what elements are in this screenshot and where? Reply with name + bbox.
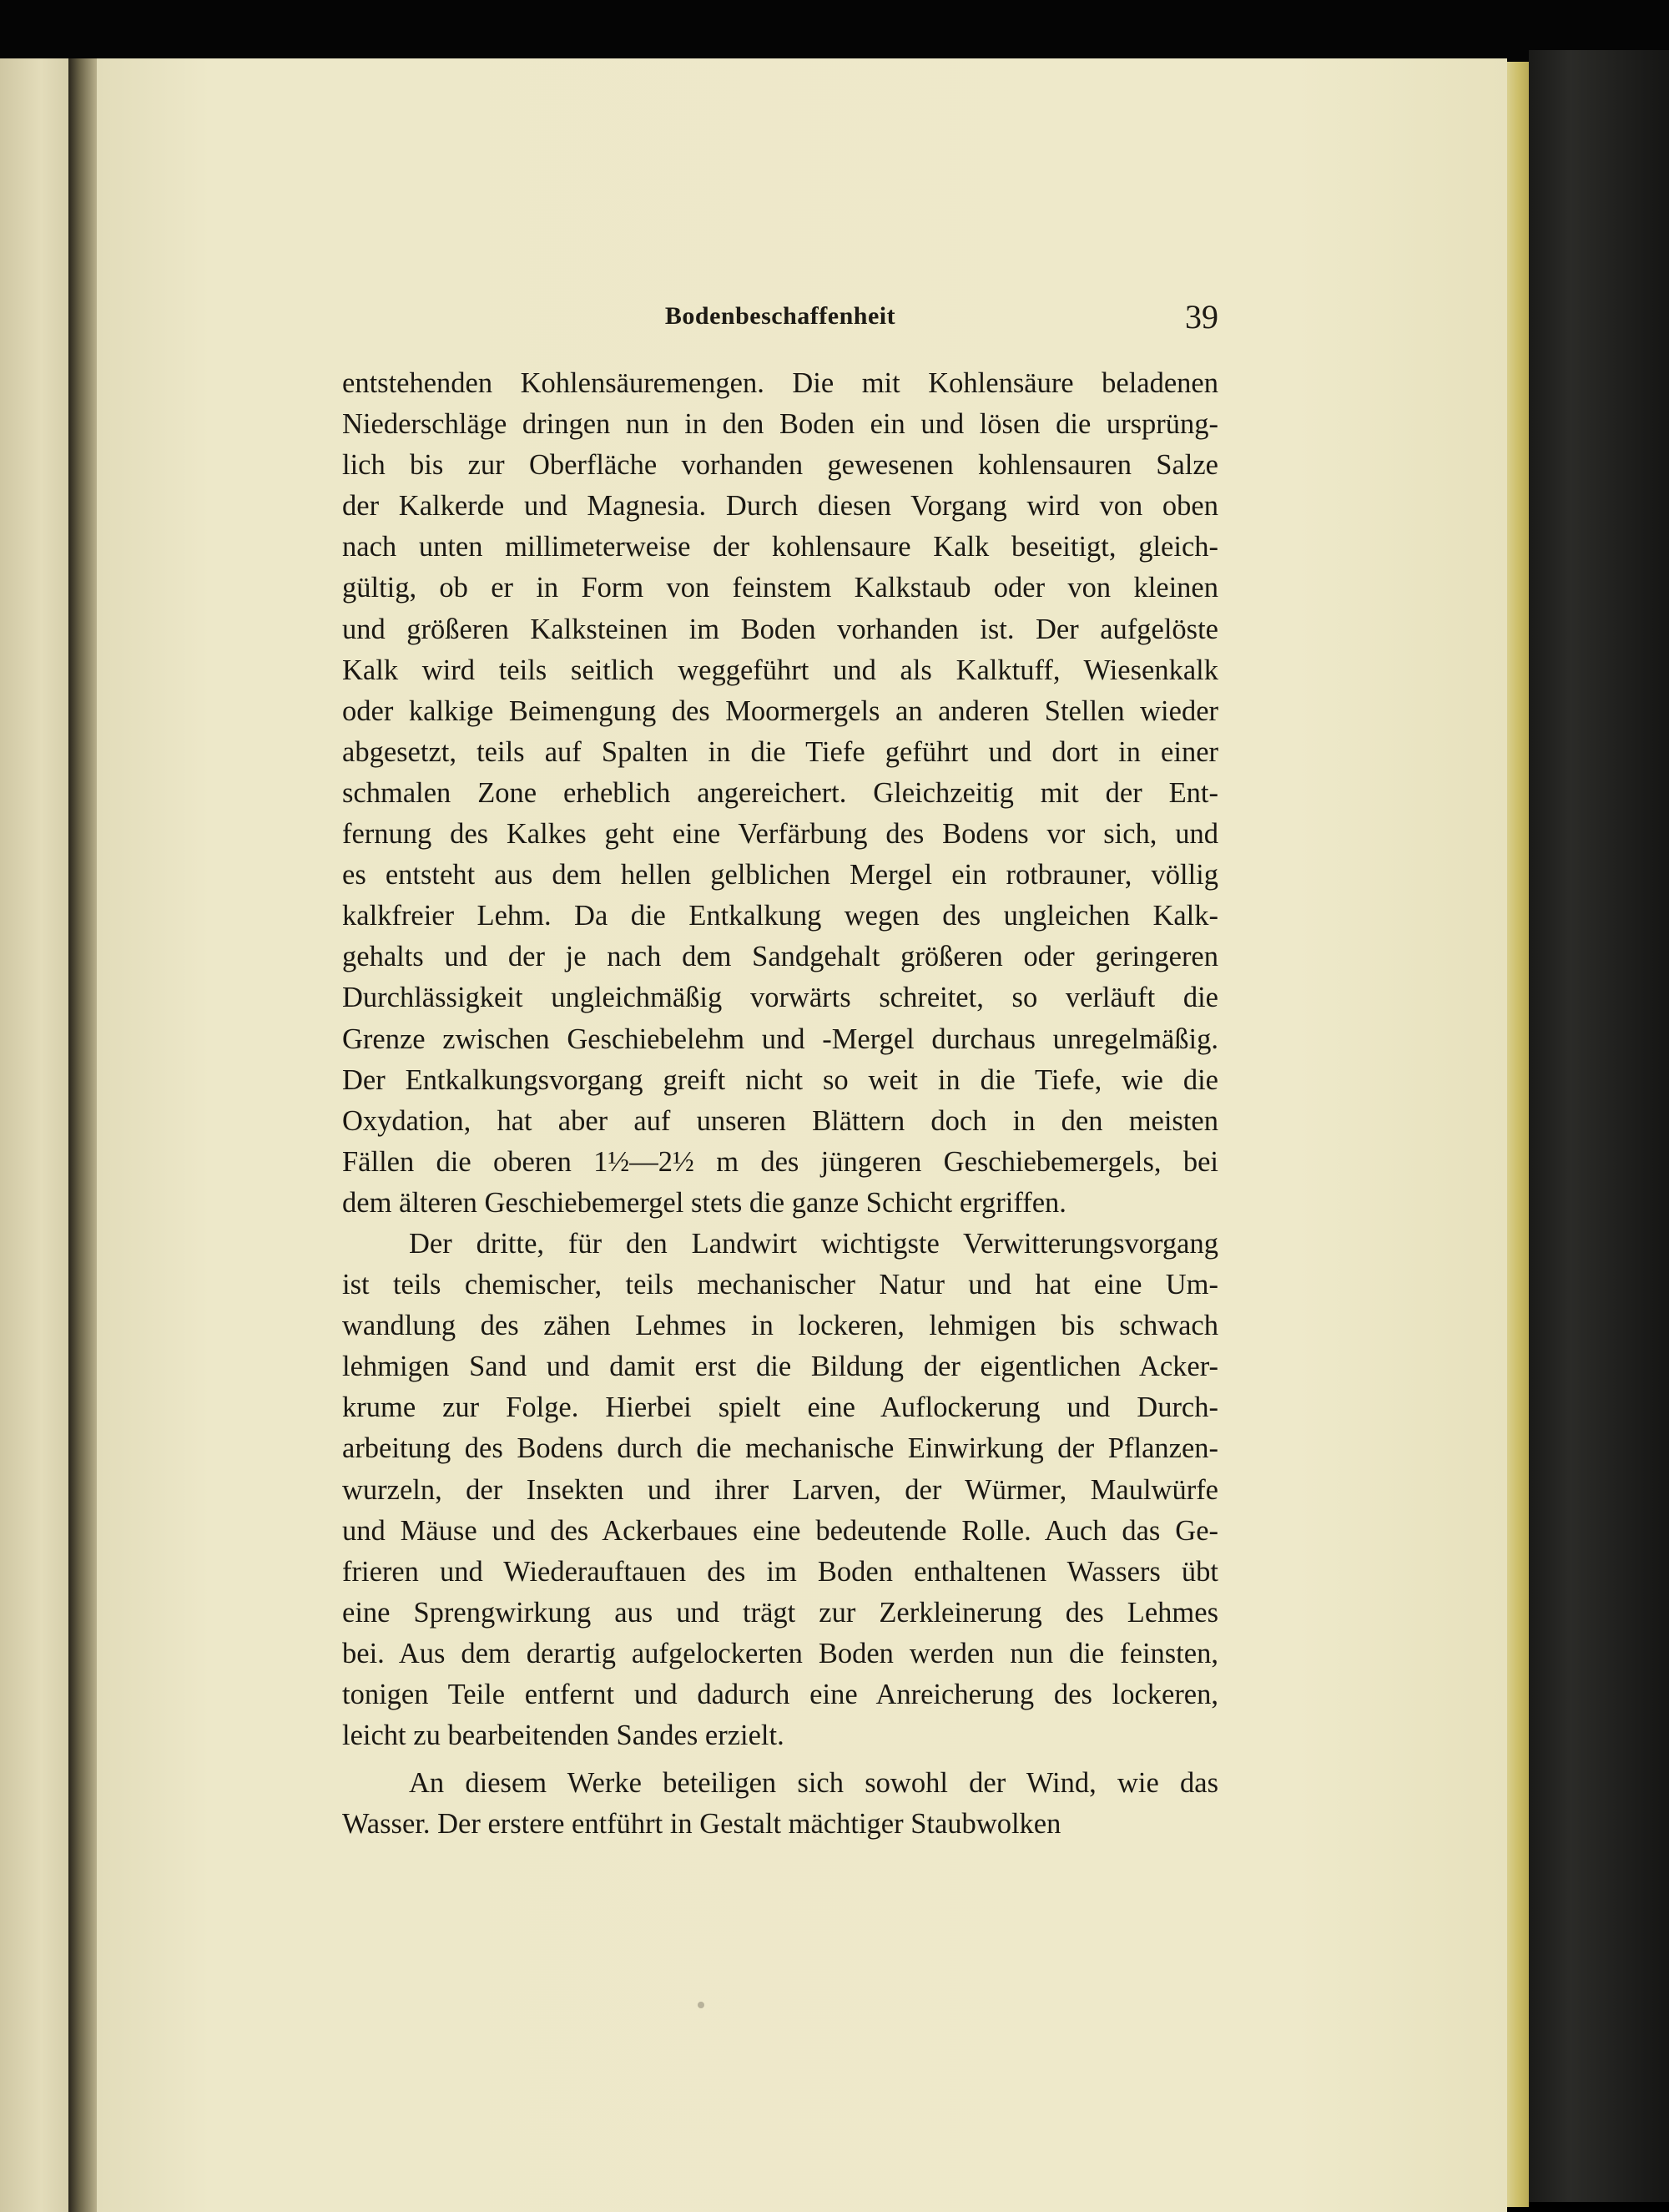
text-line: nach unten millimeterweise der kohlensaure Kalk beseitigt, gleich- (342, 531, 1218, 563)
text-line: und größeren Kalksteinen im Boden vorhanden ist. Der aufgelöste (342, 613, 1218, 645)
text-line: Durchlässigkeit ungleichmäßig vorwärts schreitet, so verläuft die (342, 982, 1218, 1014)
text-line: frieren und Wiederauftauen des im Boden enthaltenen Wassers übt (342, 1555, 1218, 1588)
text-line: tonigen Teile entfernt und dadurch eine Anreicherung des lockeren, (342, 1679, 1218, 1710)
text-line: Wasser. Der erstere entführt in Gestalt mächtiger Staubwolken (342, 1808, 1061, 1841)
text-line: es entsteht aus dem hellen gelblichen Mergel ein rotbrauner, völlig (342, 859, 1218, 891)
text-line: wandlung des zähen Lehmes in lockeren, lehmigen bis schwach (342, 1310, 1218, 1342)
text-line: oder kalkige Beimengung des Moormergels an anderen Stellen wieder (342, 694, 1218, 727)
paragraph (342, 1224, 1218, 1756)
text-line: arbeitung des Bodens durch die mechanische Einwirkung der Pflanzen- (342, 1432, 1218, 1465)
text-line: Der Entkalkungsvorgang greift nicht so weit in die Tiefe, wie die (342, 1063, 1218, 1096)
text-line: Fällen die oberen 1½—2½ m des jüngeren Geschiebemergels, bei (342, 1145, 1218, 1178)
text-line: wurzeln, der Insekten und ihrer Larven, der Würmer, Maulwürfe (342, 1473, 1218, 1506)
text-line: gehalts und der je nach dem Sandgehalt größeren oder geringeren (342, 941, 1218, 973)
book-gutter (68, 58, 97, 2212)
text-line: An diesem Werke beteiligen sich sowohl der Wind, wie das (409, 1767, 1218, 1800)
text-line: gültig, ob er in Form von feinstem Kalkstaub oder von kleinen (342, 572, 1218, 604)
text-line: Niederschläge dringen nun in den Boden ein und lösen die ursprüng- (342, 408, 1218, 441)
page-number: 39 (1185, 298, 1218, 336)
text-line: und Mäuse und des Ackerbaues eine bedeutende Rolle. Auch das Ge- (342, 1514, 1218, 1547)
page-title: Bodenbeschaffenheit (664, 302, 896, 330)
text-line: fernung des Kalkes geht eine Verfärbung des Bodens vor sich, und (342, 818, 1218, 851)
text-line: abgesetzt, teils auf Spalten in die Tiefe geführt und dort in einer (342, 735, 1218, 768)
text-line: krume zur Folge. Hierbei spielt eine Auflockerung und Durch- (342, 1391, 1218, 1424)
text-line: Kalk wird teils seitlich weggeführt und als Kalktuff, Wiesenkalk (342, 654, 1218, 686)
text-line: entstehenden Kohlensäuremengen. Die mit Kohlensäure beladenen (342, 367, 1218, 399)
text-line: bei. Aus dem derartig aufgelockerten Boden werden nun die feinsten, (342, 1637, 1218, 1669)
running-head (342, 298, 1218, 344)
text-line: eine Sprengwirkung aus und trägt zur Zerkleinerung des Lehmes (342, 1596, 1218, 1629)
text-line: lehmigen Sand und damit erst die Bildung der eigentlichen Acker- (342, 1351, 1218, 1383)
book-cover (1529, 50, 1669, 2202)
paragraph (342, 363, 1218, 1224)
text-line: Der dritte, für den Landwirt wichtigste Verwitterungsvorgang (409, 1227, 1218, 1260)
text-line: Grenze zwischen Geschiebelehm und -Mergel durchaus unregelmäßig. (342, 1023, 1218, 1055)
text-line: lich bis zur Oberfläche vorhanden gewesenen kohlensauren Salze (342, 449, 1218, 482)
paragraph (342, 1763, 1218, 1845)
left-page-edge (0, 58, 68, 2212)
text-line: ist teils chemischer, teils mechanischer Natur und hat eine Um- (342, 1269, 1218, 1301)
text-line: dem älteren Geschiebemergel stets die ganze Schicht ergriffen. (342, 1186, 1066, 1219)
text-line: schmalen Zone erheblich angereichert. Gleichzeitig mit der Ent- (342, 776, 1218, 809)
body-text (342, 363, 1218, 1845)
text-line: kalkfreier Lehm. Da die Entkalkung wegen des ungleichen Kalk- (342, 900, 1218, 932)
page-block-edge (1507, 62, 1529, 2207)
text-line: der Kalkerde und Magnesia. Durch diesen Vorgang wird von oben (342, 490, 1218, 523)
text-line: leicht zu bearbeitenden Sandes erzielt. (342, 1720, 784, 1752)
text-line: Oxydation, hat aber auf unseren Blättern doch in den meisten (342, 1104, 1218, 1137)
paper-speck (698, 2002, 704, 2008)
